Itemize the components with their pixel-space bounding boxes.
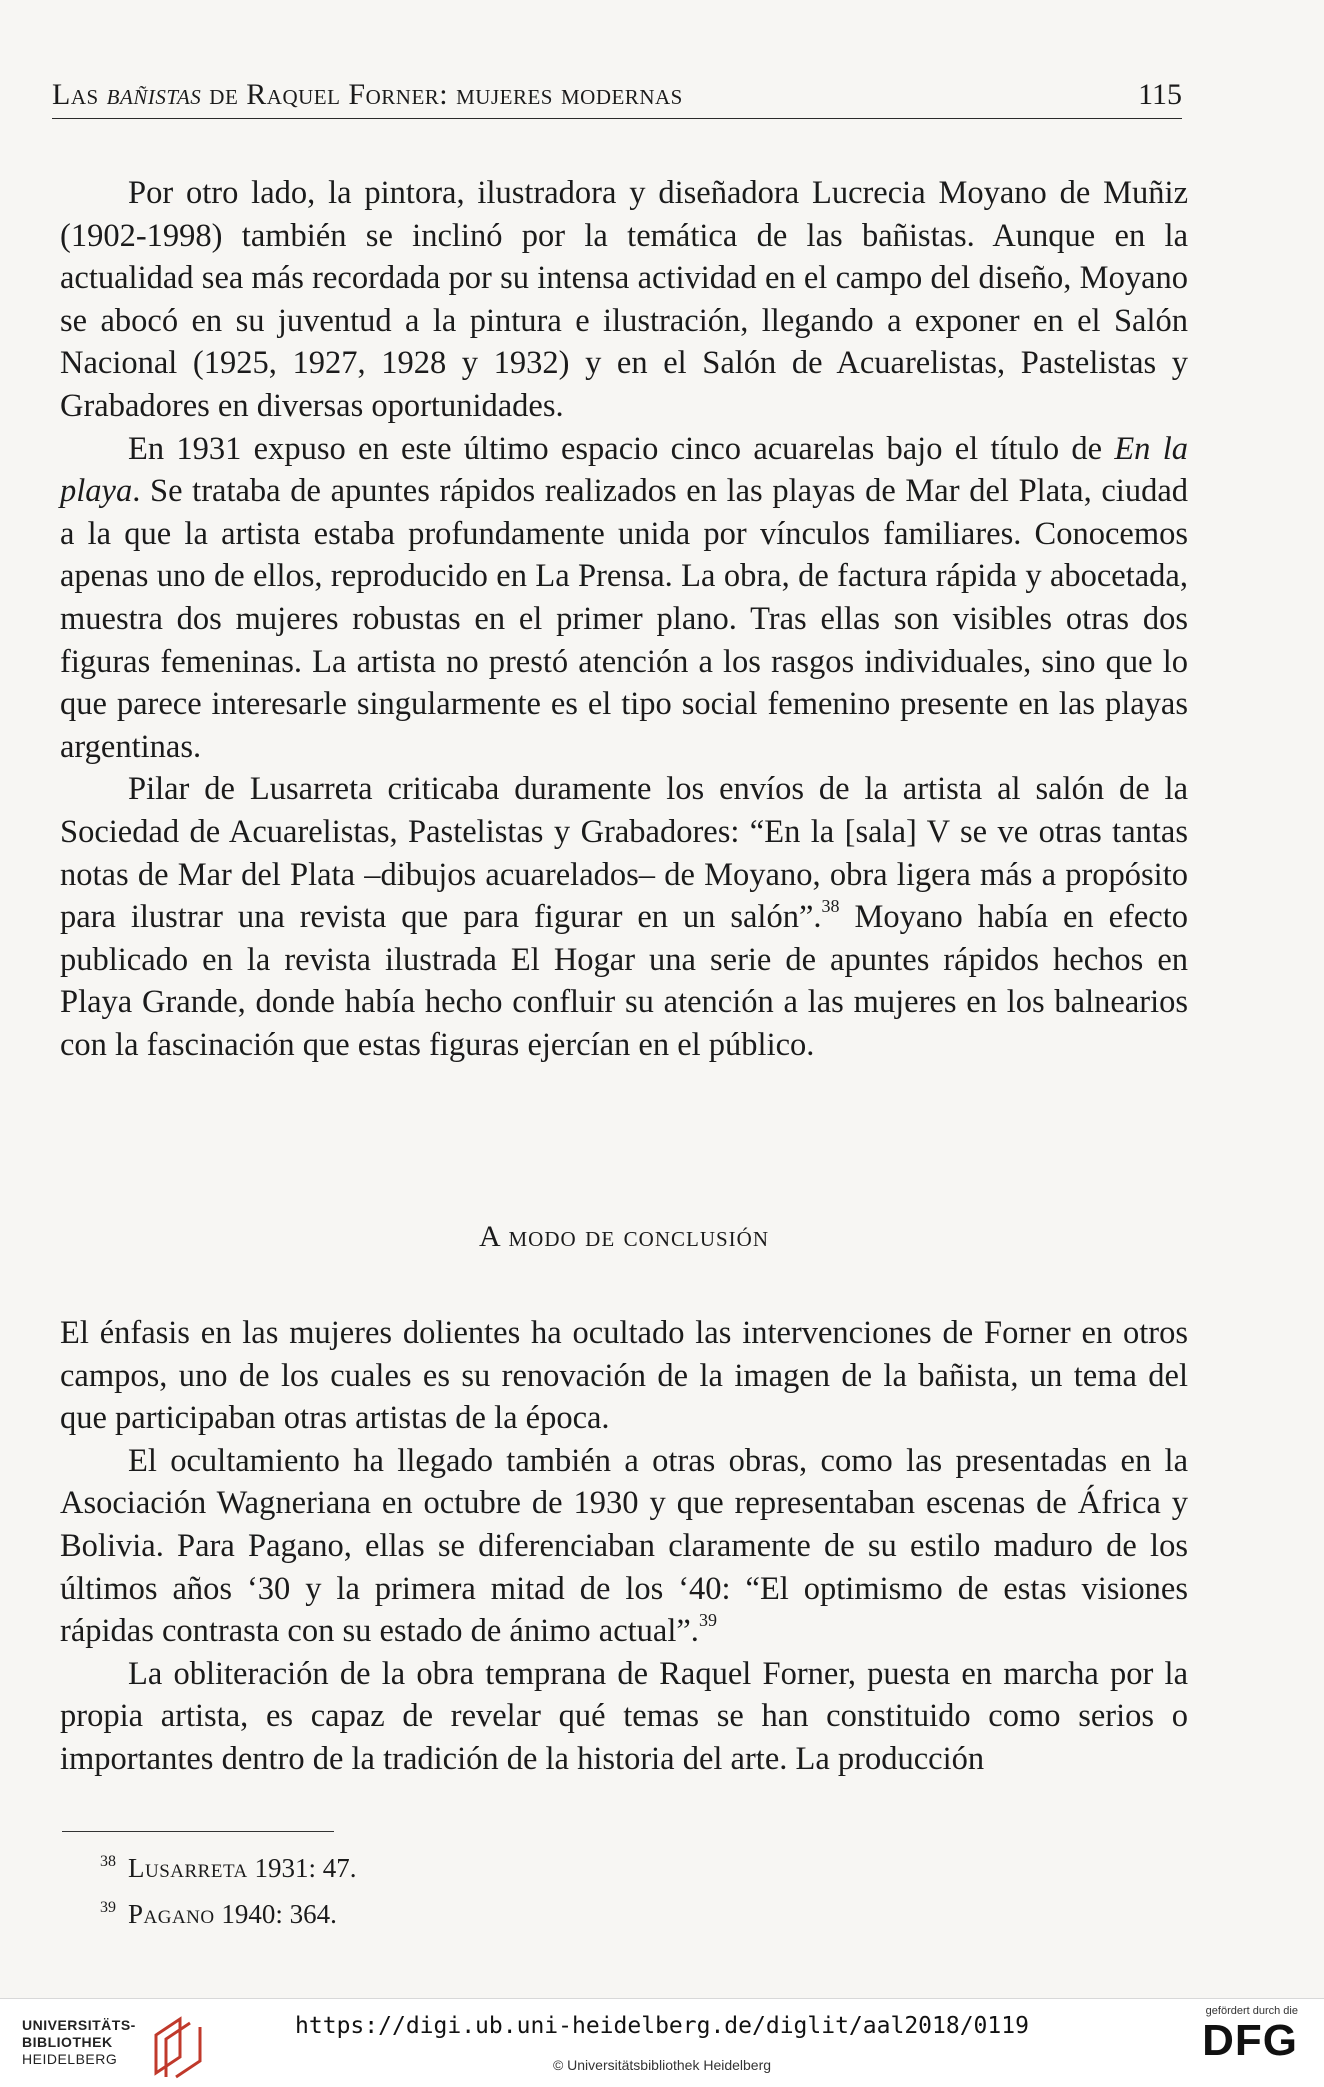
dfg-logo[interactable] — [1178, 2005, 1298, 2081]
paragraph: El énfasis en las mujeres dolientes ha ocultado las intervenciones de Forner en otros campos, uno de los cuales es su renovación de la imagen de la bañista, un tema del que participaban otras artistas de la época. — [60, 1315, 1188, 1437]
text-run: Pilar de Lusarreta criticaba duramente los envíos de la artista al salón de la Sociedad de Acuarelistas, Pastelistas y Grabadores: “En la [sala] V se ve otras tantas notas de Mar del Plata –dibujos acuarelados– de Moyano, obra ligera más a propósito para ilustrar una revista que para figurar en un salón”. — [60, 771, 1188, 936]
body-text-lower — [60, 1312, 1188, 1781]
paragraph — [60, 1440, 1188, 1653]
footnote-author: Pagano — [128, 1899, 215, 1929]
text-run: En 1931 expuso en este último espacio cinco acuarelas bajo el título de — [128, 430, 1115, 467]
footnotes — [100, 1842, 357, 1934]
text-run: . Se trataba de apuntes rápidos realizados en las playas de Mar del Plata, ciudad a la que la artista estaba profundamente unida por vínculos familiares. Conocemos apenas uno de ellos, reproducido en La Prensa. La obra, de factura rápida y abocetada, muestra dos mujeres robustas en el primer plano. Tras ellas son visibles otras dos figuras femeninas. La artista no prestó atención a los rasgos individuales, sino que lo que parece interesarle singularmente es el tipo social femenino presente en las playas argentinas. — [60, 473, 1188, 765]
running-title-part: Las — [52, 78, 107, 111]
italic-title: En la playa — [60, 430, 1188, 510]
running-header — [52, 78, 1182, 119]
paragraph: Por otro lado, la pintora, ilustradora y diseñadora Lucrecia Moyano de Muñiz (1902-1998) también se inclinó por la temática de las bañistas. Aunque en la actualidad sea más recordada por su intensa actividad en el campo del diseño, Moyano se abocó en su juventud a la pintura e ilustración, llegando a exponer en el Salón Nacional (1925, 1927, 1928 y 1932) y en el Salón de Acuarelistas, Pastelistas y Grabadores en diversas oportunidades. — [60, 175, 1188, 424]
dfg-caption: gefördert durch die — [1205, 2005, 1298, 2017]
paragraph — [60, 768, 1188, 1066]
footnote — [100, 1888, 357, 1934]
text-run: El ocultamiento ha llegado también a otras obras, como las presentadas en la Asociación Wagneriana en octubre de 1930 y que representaban escenas de África y Bolivia. Para Pagano, ellas se diferenciaban claramente de su estilo maduro de los últimos años ‘30 y la primera mitad de los ‘40: “El optimismo de estas visiones rápidas contrasta con su estado de ánimo actual”. — [60, 1442, 1188, 1650]
page-number: 115 — [1138, 78, 1182, 111]
footnote-author: Lusarreta — [128, 1853, 248, 1883]
footnote — [100, 1842, 357, 1888]
library-name-line: UNIVERSITÄTS- — [22, 2017, 136, 2033]
paragraph: La obliteración de la obra temprana de Raquel Forner, puesta en marcha por la propia artista, es capaz de revelar qué temas se han constituido como serios o importantes dentro de la tradición de la historia del arte. La producción — [60, 1655, 1188, 1777]
body-text-upper — [60, 172, 1188, 1066]
section-heading: A modo de conclusión — [478, 1220, 769, 1253]
running-title-italic: bañistas — [106, 78, 202, 111]
footnote-number: 39 — [100, 1899, 116, 1916]
dfg-wordmark: DFG — [1202, 2016, 1298, 2065]
paragraph — [60, 428, 1188, 769]
footnote-divider — [62, 1831, 334, 1832]
footnote-ref[interactable]: 39 — [698, 1610, 717, 1631]
library-name-line: BIBLIOTHEK — [22, 2034, 113, 2050]
copyright-notice: © Universitätsbibliothek Heidelberg — [552, 2057, 772, 2073]
running-title — [52, 78, 683, 112]
permalink-url[interactable]: https://digi.ub.uni-heidelberg.de/diglit/aal2018/0119 — [295, 2013, 1029, 2039]
footnote-reference: 1940: 364. — [214, 1899, 337, 1929]
footnote-number: 38 — [100, 1853, 116, 1870]
footnote-ref[interactable]: 38 — [821, 896, 840, 917]
footnote-reference: 1931: 47. — [247, 1853, 357, 1883]
digitization-footer — [0, 1998, 1324, 2087]
text-run: Moyano había en efecto publicado en la revista ilustrada El Hogar una serie de apuntes rápidos hechos en Playa Grande, donde había hecho confluir su atención a las mujeres en los balnearios con la fascinación que estas figuras ejercían en el público. — [60, 899, 1188, 1063]
running-title-part: de Raquel Forner: mujeres modernas — [201, 78, 683, 111]
library-name-line: HEIDELBERG — [22, 2051, 118, 2067]
